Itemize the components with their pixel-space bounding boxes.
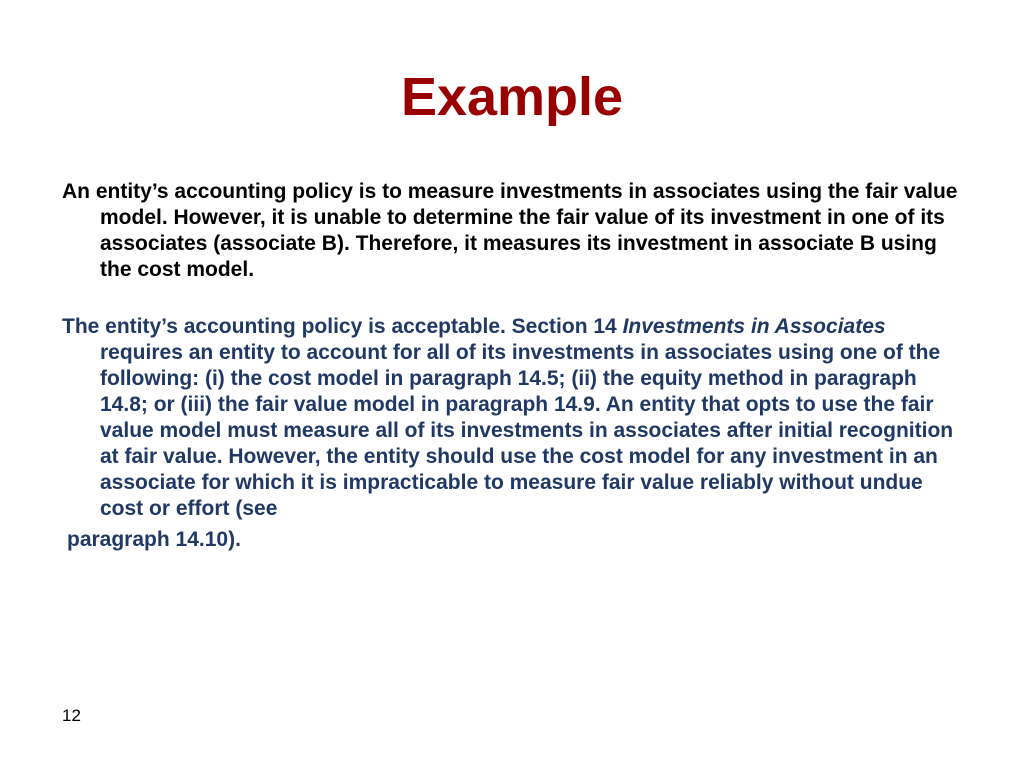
slide-body	[62, 179, 967, 553]
answer-rest: requires an entity to account for all of its investments in associates using one of the following: (i) the cost model in paragraph 14.5; (ii) the equity method in paragraph 14.8; or (iii) the fair value model in paragraph 14.9. An entity that opts to use the fair value model must measure all of its investments in associates after initial recognition at fair value. However, the entity should use the cost model for any investment in an associate for which it is impracticable to measure fair value reliably without undue cost or effort (see	[100, 341, 954, 520]
section-title-italic: Investments in Associates	[622, 315, 886, 338]
answer-lead: The entity’s accounting policy is acceptable. Section 14	[62, 315, 623, 338]
paragraph-answer	[62, 314, 967, 553]
answer-tail: paragraph 14.10).	[67, 528, 241, 551]
slide-number: 12	[62, 706, 81, 725]
paragraph-scenario: An entity’s accounting policy is to measure investments in associates using the fair value model. However, it is unable to determine the fair value of its investment in one of its associates (associate B). Therefore, it measures its investment in associate B using the cost model.	[62, 180, 958, 281]
slide-title: Example	[400, 67, 624, 127]
